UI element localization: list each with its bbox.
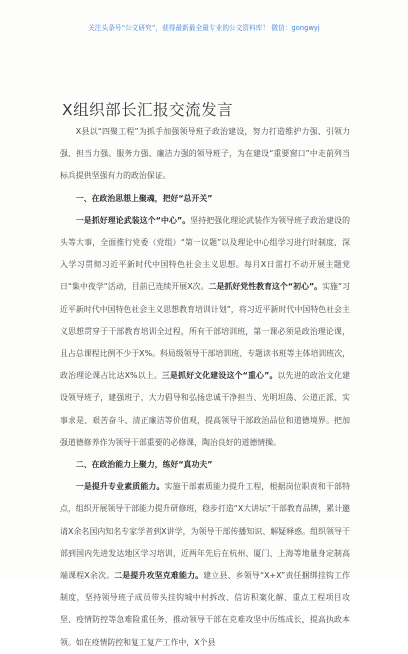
promo-notice: 关注头条号“公文研究”，获得最新最全最专业的公文资料库！ 微信：gongwyj (88, 24, 320, 32)
paragraph-body: 建立县、乡领导“X+X”责任捆绑挂钩工作制度，坚持领导班子成员带头挂钩城中村拆改、信访积案化解、重点工程项目攻坚、疫情防控等急难险重任务，推动领导干部在克难攻坚中历练成长，提高执政本领。如在疫情防控和复工复产工作中，X个县 (60, 571, 351, 647)
paragraph-lead: 一是抓好理论武装这个“中心”。 (75, 215, 191, 225)
section-heading-1: 一、在政治思想上聚魂，把好“总开关” (75, 193, 213, 203)
section-heading-2: 二、在政治能力上聚力，练好“真功夫” (75, 460, 213, 470)
paragraph-body: 实施“习近平新时代中国特色社会主义思想教育培训计划”，将习近平新时代中国特色社会主义思想贯穿于干部教育培训全过程，所有干部培训班，第一课必须是政治理论课，且占总课程比例不少于X%。科局级领导干部培训班、专题读书班等主体培训班次，政治理论课占比达X%以上。 (60, 282, 350, 381)
document-body (60, 121, 350, 654)
paragraph-lead: 二是抓好党性教育这个“初心”。 (208, 282, 323, 292)
paragraph-lead: 三是抓好文化建设这个“重心”。 (161, 371, 278, 381)
paragraph-body: 坚持把强化理论武装作为领导班子政治建设的头等大事，全面推行党委（党组）“第一议题”以及理论中心组学习进行时制度，深入学习贯彻习近平新时代中国特色社会主义思想。每月X日雷打不动开展主题党日“集中夜学”活动，目前已连续开展X次。 (60, 215, 350, 292)
paragraph-body: 实施干部素质能力提升工程，根据岗位职责和干部特点，组织开展领导干部能力提升研修班，稳步打造“X大讲坛”干部教育品牌，累计邀请X余名国内知名专家学者到X讲学，为领导干部传播知识、解疑释惑。组织领导干部到国内先进发达地区学习培训，近两年先后在杭州、厦门、上海等地量身定制高端课程X余次。 (60, 482, 350, 581)
paragraph-ability (60, 476, 350, 654)
paragraph-body: 以先进的政治文化建设领导班子，建强班子，大力倡导和弘扬忠诚干净担当、光明坦荡、公道正派、实事求是、艰苦奋斗、清正廉洁等价值观，提高领导干部政治品位和道德境界。把加强道德修养作为领导干部重要的必修课，陶冶良好的道德情操。 (60, 371, 350, 447)
paragraph-lead: 二是提升攻坚克难能力。 (114, 571, 204, 581)
intro-paragraph: X县以“四聚工程”为抓手加强领导班子政治建设，努力打造维护力强、引领力强、担当力强、服务力强、廉洁力强的领导班子，为在建设“重要窗口”中走前列当标兵提供坚强有力的政治保证。 (60, 127, 350, 181)
paragraph-lead: 一是提升专业素质能力。 (75, 482, 165, 492)
document-title: X组织部长汇报交流发言 (62, 101, 234, 120)
paragraph-theory (60, 210, 350, 454)
